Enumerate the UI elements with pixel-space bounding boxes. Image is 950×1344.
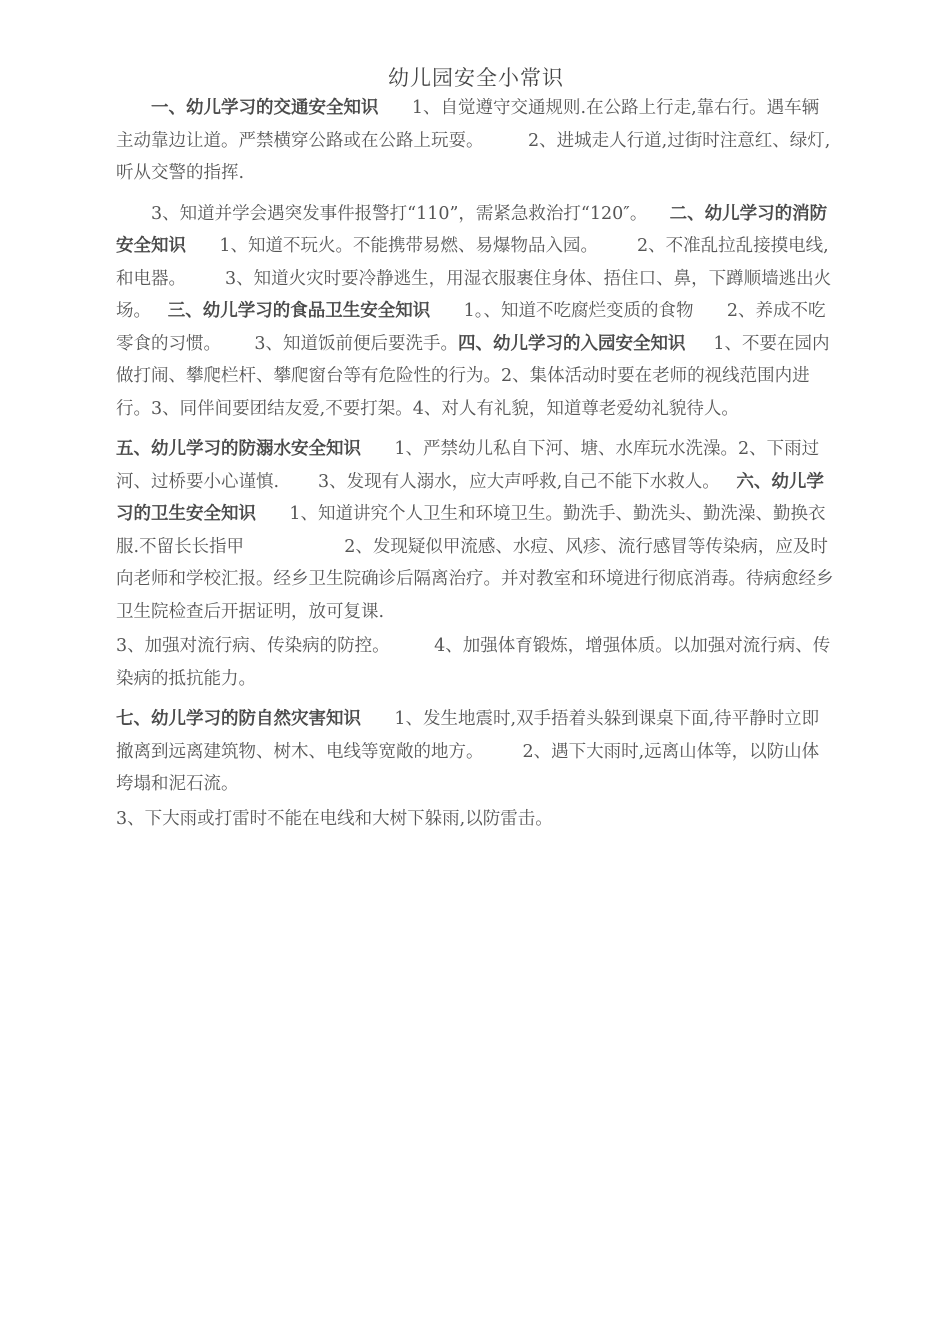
paragraph-water-hygiene (116, 433, 836, 628)
paragraph-epidemic (116, 630, 836, 695)
paragraph-thunder (116, 803, 836, 836)
paragraph-text: 1、自觉遵守交通规则.在公路上行走,靠右行。遇车辆主动靠边让道。严禁横穿公路或在公路上玩耍。 (116, 98, 820, 151)
section-heading-water: 五、幼儿学习的防溺水安全知识 (116, 439, 361, 459)
paragraph-text: 3、发现有人溺水，应大声呼救,自己不能下水救人。 (318, 471, 720, 492)
paragraph-disaster (116, 703, 836, 801)
paragraph-text: 2、发现疑似甲流感、水痘、风疹、流行感冒等传染病，应及时向老师和学校汇报。经乡卫生院确诊后隔离治疗。并对教室和环境进行彻底消毒。待病愈经乡卫生院检查后开据证明，放可复课. (116, 536, 834, 622)
document-page (116, 60, 836, 835)
paragraph-text: 1、知道讲究个人卫生和环境卫生。勤洗手、勤洗头、勤洗澡、勤换衣服.不留长长指甲 (116, 504, 826, 557)
paragraph-text: 4、加强体育锻炼，增强体质。以加强对流行病、传染病的抵抗能力。 (116, 636, 831, 689)
paragraph-text: 1、严禁幼儿私自下河、塘、水库玩水洗澡。 (394, 439, 739, 459)
paragraph-text: 2、养成不吃零食的习惯。 (116, 301, 826, 354)
section-heading-hygiene: 六、幼儿学习的卫生安全知识 (116, 471, 824, 524)
section-heading-fire: 二、幼儿学习的消防安全知识 (116, 203, 828, 256)
paragraph-traffic (116, 92, 836, 190)
paragraph-text: 3、加强对流行病、传染病的防控。 (116, 636, 390, 656)
paragraph-text: 2、进城走人行道,过街时注意红、绿灯,听从交警的指挥. (116, 130, 831, 183)
paragraph-text: 3、知道饭前便后要洗手。 (254, 333, 459, 354)
paragraph-text: 1、不要在园内做打闹、攀爬栏杆、攀爬窗台等有危险性的行为。2、集体活动时要在老师的视线范围内进行。3、同伴间要团结友爱,不要打架。4、对人有礼貌，知道尊老爱幼礼貌待人。 (116, 333, 830, 419)
section-heading-traffic: 一、幼儿学习的交通安全知识 (151, 98, 379, 118)
paragraph-text: 2、下雨过河、过桥要小心谨慎. (116, 439, 820, 492)
section-heading-food: 三、幼儿学习的食品卫生安全知识 (167, 301, 431, 321)
paragraph-fire-food-entry (116, 198, 836, 426)
paragraph-text: 3、下大雨或打雷时不能在电线和大树下躲雨,以防雷击。 (116, 808, 553, 829)
paragraph-text: 1、发生地震时,双手捂着头躲到课桌下面,待平静时立即撤离到远离建筑物、树木、电线等宽敞的地方。 (116, 709, 820, 762)
section-heading-disaster: 七、幼儿学习的防自然灾害知识 (116, 709, 361, 729)
document-title: 幼儿园安全小常识 (388, 66, 564, 90)
paragraph-text: 1。、知道不吃腐烂变质的食物 (463, 301, 694, 321)
paragraph-text: 3、知道火灾时要冷静逃生，用湿衣服裹住身体、捂住口、鼻，下蹲顺墙逃出火场。 (116, 268, 832, 321)
paragraph-text: 2、不准乱拉乱接摸电线,和电器。 (116, 236, 829, 289)
paragraph-text: 2、遇下大雨时,远离山体等，以防山体垮塌和泥石流。 (116, 741, 820, 794)
paragraph-text: 1、知道不玩火。不能携带易燃、易爆物品入园。 (219, 236, 599, 256)
section-heading-entry: 四、幼儿学习的入园安全知识 (458, 333, 686, 354)
paragraph-text: 3、知道并学会遇突发事件报警打“110”，需紧急救治打“120″。 (151, 203, 648, 224)
